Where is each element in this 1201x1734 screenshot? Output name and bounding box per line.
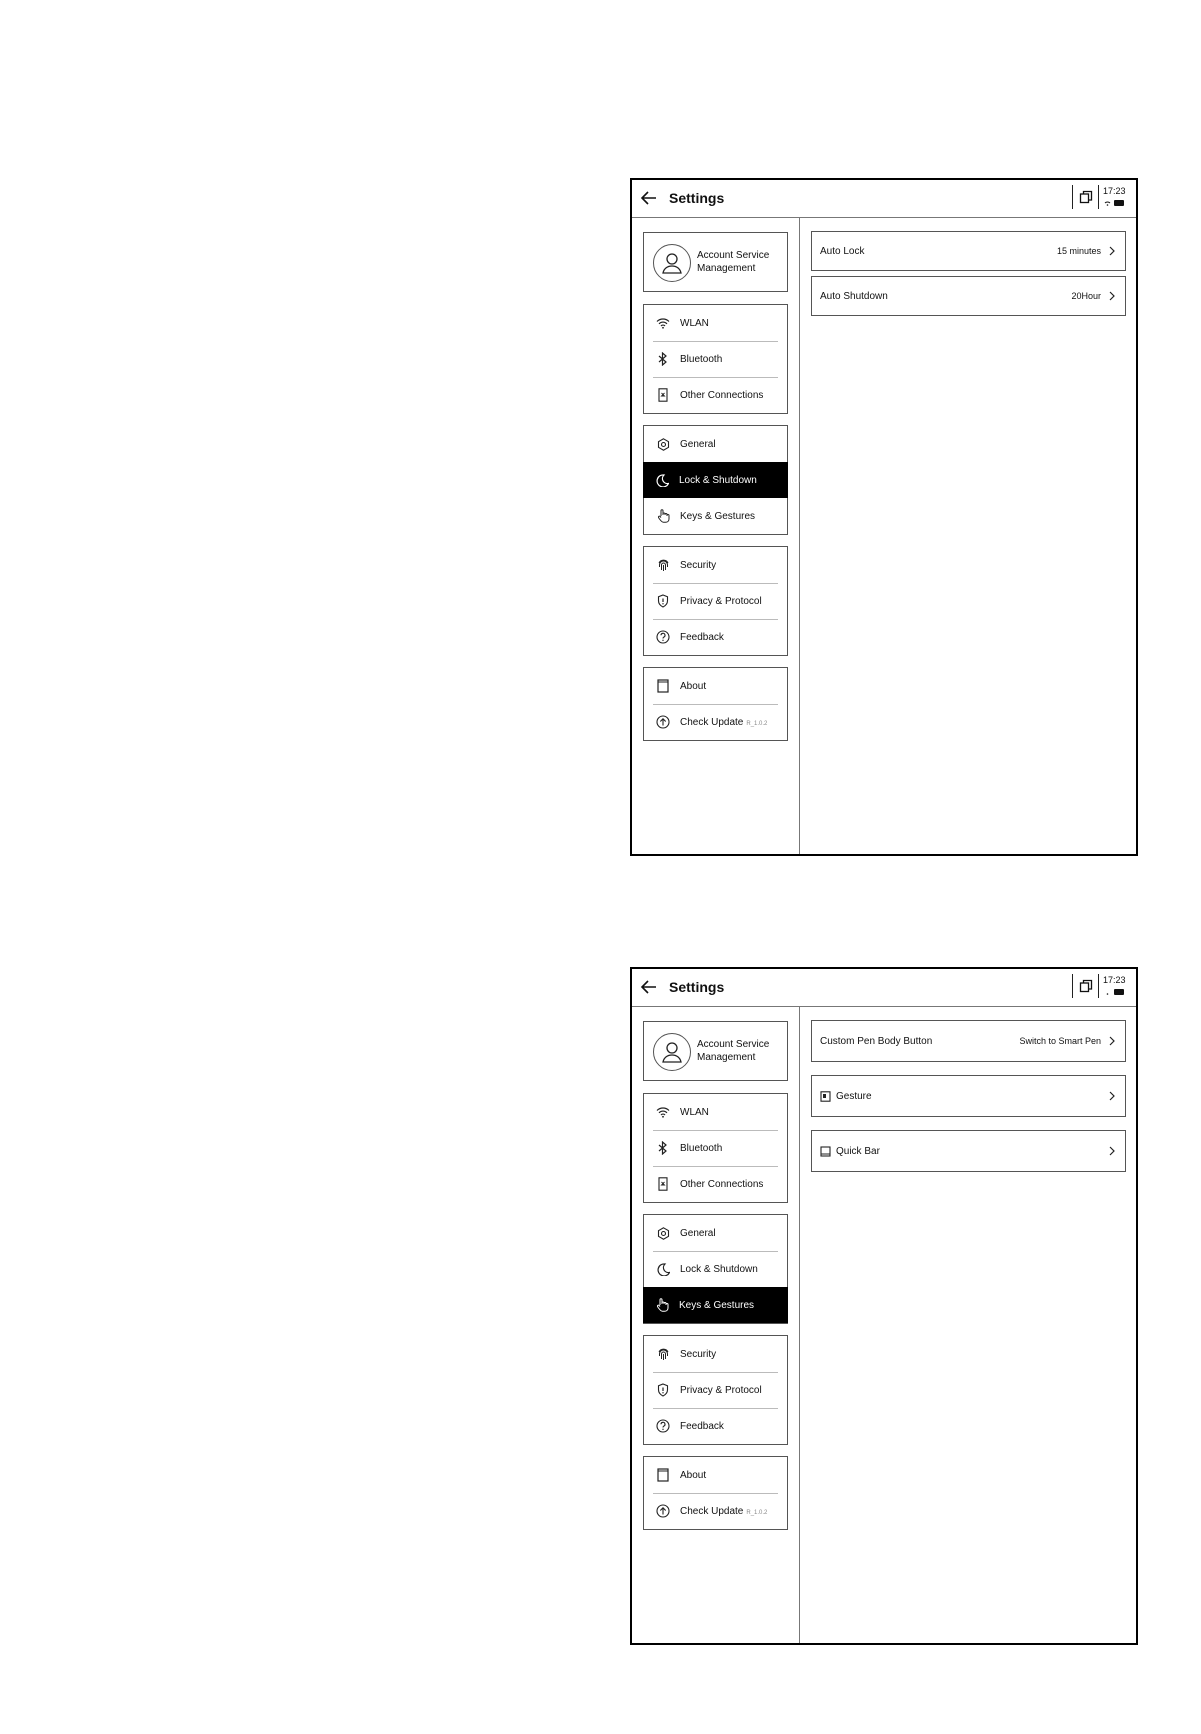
fingerprint-icon — [655, 557, 671, 573]
account-label: Account Service Management — [697, 250, 770, 274]
chevron-right-icon — [1107, 246, 1117, 256]
sidebar-item-wlan[interactable] — [644, 305, 787, 341]
sidebar-item-label: Other Connections — [680, 1178, 764, 1190]
sidebar-item-label: Bluetooth — [680, 353, 723, 365]
row-label: Auto Lock — [820, 245, 865, 257]
chevron-right-icon — [1107, 1036, 1117, 1046]
sidebar-item-about[interactable] — [644, 668, 787, 704]
question-circle-icon — [655, 1418, 671, 1434]
quickbar-icon — [820, 1146, 831, 1157]
sidebar-item-feedback[interactable] — [644, 619, 787, 655]
sidebar-item-bluetooth[interactable] — [644, 1130, 787, 1166]
hand-pointer-icon — [654, 1297, 670, 1313]
fingerprint-icon — [655, 1346, 671, 1362]
gesture-doc-icon — [820, 1091, 831, 1102]
row-label: Custom Pen Body Button — [820, 1035, 933, 1047]
gear-icon — [655, 1225, 671, 1241]
row-label: Quick Bar — [836, 1145, 880, 1157]
version-label: R_1.0.2 — [746, 720, 768, 727]
row-value: 20Hour — [1071, 291, 1101, 301]
sidebar-item-keys-gestures[interactable] — [643, 1287, 788, 1323]
moon-icon — [655, 1261, 671, 1277]
quick-bar-row[interactable] — [811, 1130, 1126, 1172]
about-group — [643, 667, 788, 741]
multitask-icon[interactable] — [1079, 979, 1093, 993]
sidebar-item-other-connections[interactable] — [644, 377, 787, 413]
question-circle-icon — [655, 629, 671, 645]
sidebar-item-about[interactable] — [644, 1457, 787, 1493]
sidebar-item-label: Keys & Gestures — [680, 510, 756, 522]
sidebar-item-check-update[interactable] — [644, 1493, 787, 1529]
hand-pointer-icon — [655, 508, 671, 524]
account-card[interactable] — [643, 232, 788, 292]
avatar — [653, 1033, 691, 1071]
connections-group — [643, 304, 788, 414]
top-bar — [632, 180, 1136, 218]
wifi-status-icon — [1104, 200, 1111, 206]
sidebar-item-label: Lock & Shutdown — [679, 474, 757, 486]
settings-screen-keys-gestures — [630, 967, 1138, 1645]
sidebar-item-other-connections[interactable] — [644, 1166, 787, 1202]
page-title: Settings — [669, 190, 725, 206]
sidebar-item-label: Feedback — [680, 1420, 724, 1432]
gesture-row[interactable] — [811, 1075, 1126, 1117]
back-arrow-icon[interactable] — [640, 978, 658, 996]
sidebar-item-label: Privacy & Protocol — [680, 1384, 762, 1396]
shield-icon — [655, 593, 671, 609]
clock: 17:23 — [1103, 975, 1126, 985]
account-card[interactable] — [643, 1021, 788, 1081]
row-label: Gesture — [836, 1090, 872, 1102]
bluetooth-icon — [655, 351, 671, 367]
row-label: Auto Shutdown — [820, 290, 888, 302]
sidebar-item-label: General — [680, 1227, 716, 1239]
bluetooth-icon — [655, 1140, 671, 1156]
user-icon — [662, 252, 682, 274]
upload-circle-icon — [655, 1503, 671, 1519]
status-bar — [1070, 183, 1132, 211]
gear-icon — [655, 436, 671, 452]
settings-content — [800, 1006, 1136, 1643]
sidebar-item-label: Other Connections — [680, 389, 764, 401]
row-value: 15 minutes — [1056, 246, 1101, 256]
battery-icon — [1114, 200, 1124, 206]
phone-connection-icon — [655, 1176, 671, 1192]
custom-pen-button-row[interactable] — [811, 1020, 1126, 1062]
sidebar-item-general[interactable] — [644, 426, 787, 462]
sidebar-item-label: Check Update — [680, 1505, 744, 1517]
version-label: R_1.0.2 — [746, 1509, 768, 1516]
sidebar-item-label: About — [680, 1469, 707, 1481]
sidebar-item-wlan[interactable] — [644, 1094, 787, 1130]
back-arrow-icon[interactable] — [640, 189, 658, 207]
sidebar-item-security[interactable] — [644, 1336, 787, 1372]
sidebar-item-bluetooth[interactable] — [644, 341, 787, 377]
settings-sidebar — [632, 217, 800, 854]
shield-icon — [655, 1382, 671, 1398]
sidebar-item-label: WLAN — [680, 1106, 709, 1118]
sidebar-item-label: Check Update — [680, 716, 744, 728]
status-bar — [1070, 972, 1132, 1000]
account-label: Account Service Management — [697, 1039, 770, 1063]
sidebar-item-check-update[interactable] — [644, 704, 787, 740]
sidebar-item-label: Lock & Shutdown — [680, 1263, 758, 1275]
tablet-icon — [655, 678, 671, 694]
chevron-right-icon — [1107, 1091, 1117, 1101]
settings-sidebar — [632, 1006, 800, 1643]
chevron-right-icon — [1107, 1146, 1117, 1156]
sidebar-item-label: Keys & Gestures — [679, 1299, 755, 1311]
sidebar-item-lock-shutdown[interactable] — [644, 1251, 787, 1287]
sidebar-item-label: General — [680, 438, 716, 450]
battery-icon — [1114, 989, 1124, 995]
user-icon — [662, 1041, 682, 1063]
row-value: Switch to Smart Pen — [1019, 1036, 1101, 1046]
sidebar-item-security[interactable] — [644, 547, 787, 583]
wifi-icon — [655, 315, 671, 331]
avatar — [653, 244, 691, 282]
sidebar-item-privacy-protocol[interactable] — [644, 583, 787, 619]
phone-connection-icon — [655, 387, 671, 403]
clock: 17:23 — [1103, 186, 1126, 196]
sidebar-item-label: WLAN — [680, 317, 709, 329]
wifi-status-icon — [1104, 989, 1111, 995]
sidebar-item-lock-shutdown[interactable] — [643, 462, 788, 498]
settings-content — [800, 217, 1136, 854]
top-bar — [632, 969, 1136, 1007]
upload-circle-icon — [655, 714, 671, 730]
system-group — [643, 1214, 788, 1324]
privacy-group — [643, 1335, 788, 1445]
sidebar-item-general[interactable] — [644, 1215, 787, 1251]
tablet-icon — [655, 1467, 671, 1483]
sidebar-item-label: Security — [680, 559, 717, 571]
about-group — [643, 1456, 788, 1530]
moon-icon — [654, 472, 670, 488]
sidebar-item-label: About — [680, 680, 707, 692]
system-group — [643, 425, 788, 535]
page-title: Settings — [669, 979, 725, 995]
sidebar-item-privacy-protocol[interactable] — [644, 1372, 787, 1408]
multitask-icon[interactable] — [1079, 190, 1093, 204]
auto-shutdown-row[interactable] — [811, 276, 1126, 316]
sidebar-item-keys-gestures[interactable] — [644, 498, 787, 534]
connections-group — [643, 1093, 788, 1203]
sidebar-item-label: Privacy & Protocol — [680, 595, 762, 607]
chevron-right-icon — [1107, 291, 1117, 301]
wifi-icon — [655, 1104, 671, 1120]
privacy-group — [643, 546, 788, 656]
sidebar-item-label: Bluetooth — [680, 1142, 723, 1154]
sidebar-item-label: Security — [680, 1348, 717, 1360]
sidebar-item-feedback[interactable] — [644, 1408, 787, 1444]
settings-screen-lock-shutdown — [630, 178, 1138, 856]
auto-lock-row[interactable] — [811, 231, 1126, 271]
sidebar-item-label: Feedback — [680, 631, 724, 643]
